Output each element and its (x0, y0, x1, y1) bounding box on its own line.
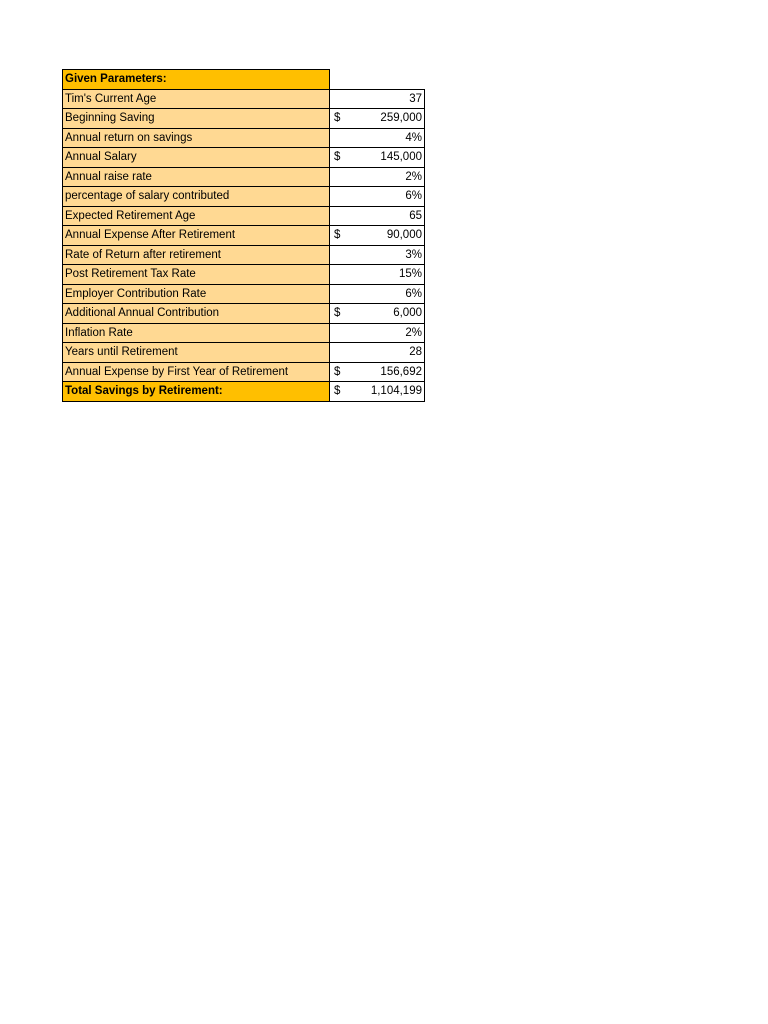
value-cell[interactable]: 2% (343, 323, 425, 343)
value-cell[interactable]: 6% (343, 284, 425, 304)
parameter-label-cell[interactable]: Tim's Current Age (63, 89, 330, 109)
value-cell[interactable]: 37 (343, 89, 425, 109)
table-row (63, 109, 425, 129)
parameter-label-cell[interactable]: Annual Salary (63, 148, 330, 168)
table-row (63, 128, 425, 148)
currency-cell[interactable] (330, 323, 343, 343)
value-cell[interactable]: 145,000 (343, 148, 425, 168)
parameter-label-cell[interactable]: Annual raise rate (63, 167, 330, 187)
parameter-label-cell[interactable]: percentage of salary contributed (63, 187, 330, 207)
table-row (63, 206, 425, 226)
value-cell[interactable]: 90,000 (343, 226, 425, 246)
parameter-label-cell[interactable]: Expected Retirement Age (63, 206, 330, 226)
value-cell[interactable]: 259,000 (343, 109, 425, 129)
parameter-label-cell[interactable]: Inflation Rate (63, 323, 330, 343)
parameter-label-cell[interactable]: Rate of Return after retirement (63, 245, 330, 265)
table-row (63, 187, 425, 207)
table-row (63, 284, 425, 304)
parameter-label-cell[interactable]: Annual Expense by First Year of Retirement (63, 362, 330, 382)
value-cell[interactable]: 65 (343, 206, 425, 226)
total-label-cell[interactable]: Total Savings by Retirement: (63, 382, 330, 402)
currency-cell[interactable] (330, 265, 343, 285)
value-cell[interactable]: 4% (343, 128, 425, 148)
currency-cell[interactable] (330, 187, 343, 207)
value-cell[interactable]: 28 (343, 343, 425, 363)
currency-cell[interactable] (330, 245, 343, 265)
currency-cell[interactable] (330, 284, 343, 304)
value-cell[interactable]: 2% (343, 167, 425, 187)
total-value-cell[interactable]: 1,104,199 (343, 382, 425, 402)
header-row (63, 70, 425, 90)
currency-cell[interactable] (330, 128, 343, 148)
parameter-label-cell[interactable]: Annual return on savings (63, 128, 330, 148)
currency-cell[interactable]: $ (330, 226, 343, 246)
header-blank-cell (330, 70, 425, 90)
currency-cell[interactable]: $ (330, 148, 343, 168)
parameters-table (62, 69, 425, 402)
parameter-label-cell[interactable]: Years until Retirement (63, 343, 330, 363)
currency-cell[interactable] (330, 167, 343, 187)
value-cell[interactable]: 156,692 (343, 362, 425, 382)
table-row (63, 362, 425, 382)
parameter-label-cell[interactable]: Additional Annual Contribution (63, 304, 330, 324)
value-cell[interactable]: 6% (343, 187, 425, 207)
total-row (63, 382, 425, 402)
parameter-label-cell[interactable]: Beginning Saving (63, 109, 330, 129)
table-row (63, 323, 425, 343)
table-row (63, 245, 425, 265)
table-row (63, 148, 425, 168)
parameter-label-cell[interactable]: Post Retirement Tax Rate (63, 265, 330, 285)
table-row (63, 226, 425, 246)
table-row (63, 89, 425, 109)
header-cell[interactable]: Given Parameters: (63, 70, 330, 90)
currency-cell[interactable]: $ (330, 304, 343, 324)
value-cell[interactable]: 3% (343, 245, 425, 265)
currency-cell[interactable] (330, 206, 343, 226)
currency-cell[interactable] (330, 89, 343, 109)
total-currency-cell[interactable]: $ (330, 382, 343, 402)
table-row (63, 265, 425, 285)
value-cell[interactable]: 15% (343, 265, 425, 285)
table-row (63, 167, 425, 187)
table-row (63, 304, 425, 324)
parameter-label-cell[interactable]: Employer Contribution Rate (63, 284, 330, 304)
value-cell[interactable]: 6,000 (343, 304, 425, 324)
currency-cell[interactable] (330, 343, 343, 363)
currency-cell[interactable]: $ (330, 109, 343, 129)
table-row (63, 343, 425, 363)
parameter-label-cell[interactable]: Annual Expense After Retirement (63, 226, 330, 246)
currency-cell[interactable]: $ (330, 362, 343, 382)
